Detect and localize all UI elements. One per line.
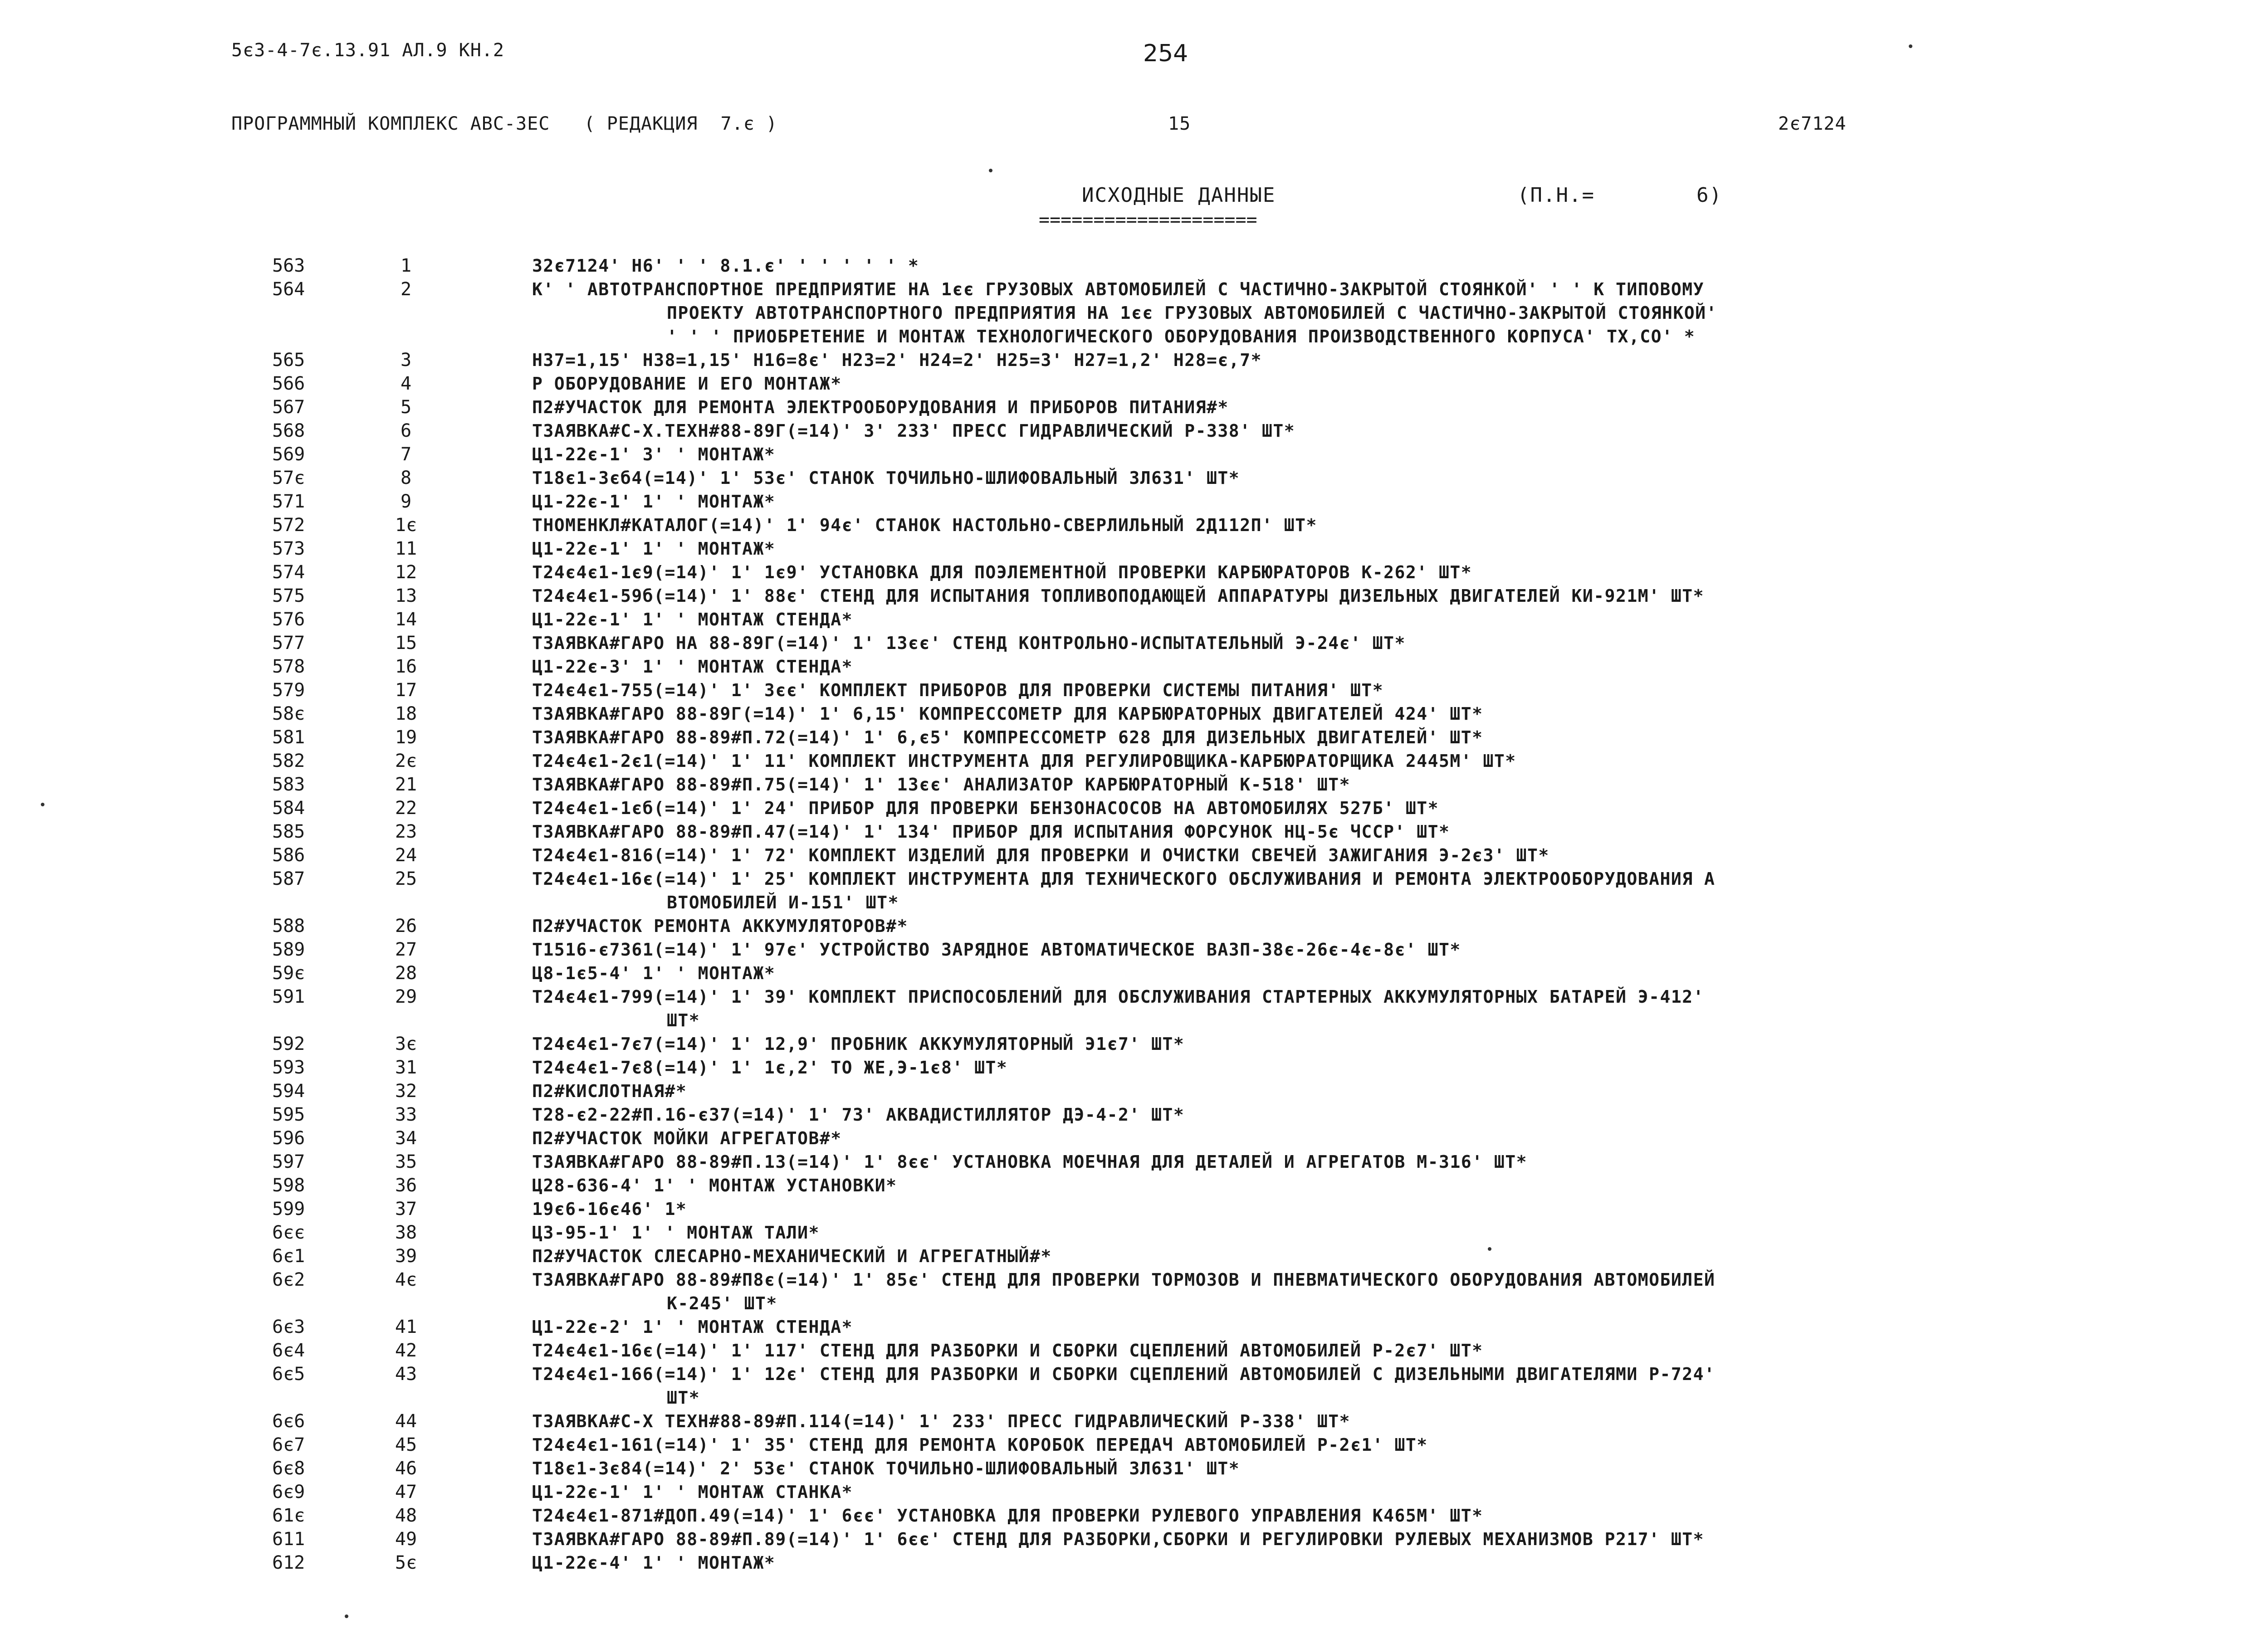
- record-number: 3є: [395, 1034, 417, 1054]
- record-number: 24: [395, 845, 417, 866]
- doc-ref: 5є3-4-7є.13.91 АЛ.9 КН.2: [231, 40, 504, 61]
- record-number: 27: [395, 939, 417, 960]
- listing-row: [0, 1480, 2268, 1504]
- line-number: 568: [272, 420, 305, 441]
- record-number: 11: [395, 538, 417, 559]
- listing-row: [0, 867, 2268, 891]
- line-number: 591: [272, 986, 305, 1007]
- record-text: Т24є4є1-7є7(=14)' 1' 12,9' ПРОБНИК АККУМУЛЯТОРНЫЙ Э1є7' ШТ*: [532, 1034, 1185, 1054]
- listing-row: [0, 513, 2268, 537]
- line-number: 598: [272, 1175, 305, 1196]
- listing-continuation-row: [0, 1386, 2268, 1410]
- listing-row: [0, 1174, 2268, 1197]
- record-number: 5: [400, 397, 412, 418]
- listing-row: [0, 1362, 2268, 1386]
- page-number: 254: [1143, 40, 1188, 67]
- line-number: 564: [272, 279, 305, 300]
- record-number: 18: [395, 703, 417, 724]
- scan-speck: [345, 1614, 348, 1618]
- record-number: 28: [395, 963, 417, 984]
- listing-row: [0, 608, 2268, 631]
- record-text: Т3АЯВКА#ГАРО 88-89#П.75(=14)' 1' 13єє' АНАЛИЗАТОР КАРБЮРАТОРНЫЙ К-518' ШТ*: [532, 775, 1350, 795]
- record-number: 2є: [395, 751, 417, 771]
- pn-label: (П.Н.=: [1517, 184, 1595, 207]
- listing-row: [0, 1127, 2268, 1150]
- record-text: 32є7124' Н6' ' ' 8.1.є' ' ' ' ' ' *: [532, 256, 919, 276]
- record-number: 34: [395, 1128, 417, 1149]
- record-text: Т18є1-3єб4(=14)' 1' 53є' СТАНОК ТОЧИЛЬНО-ШЛИФОВАЛЬНЫЙ 3Л631' ШТ*: [532, 468, 1240, 488]
- record-number: 12: [395, 562, 417, 583]
- record-text: Ц3-95-1' 1' ' МОНТАЖ ТАЛИ*: [532, 1223, 820, 1243]
- line-number: 576: [272, 609, 305, 630]
- record-number: 43: [395, 1364, 417, 1385]
- record-text: ТНОМЕНКЛ#КАТАЛОГ(=14)' 1' 94є' СТАНОК НАСТОЛЬНО-СВЕРЛИЛЬНЫЙ 2Д112П' ШТ*: [532, 515, 1317, 535]
- listing-row: [0, 1504, 2268, 1527]
- line-number: 566: [272, 373, 305, 394]
- record-text: Т24є4є1-59б(=14)' 1' 88є' СТЕНД ДЛЯ ИСПЫТАНИЯ ТОПЛИВОПОДАЮЩЕЙ АППАРАТУРЫ ДИЗЕЛЬНЫХ ДВИГАТЕЛЕЙ КИ-921М' ШТ*: [532, 586, 1705, 606]
- record-number: 13: [395, 585, 417, 606]
- line-number: 583: [272, 774, 305, 795]
- record-text: Т18є1-3є84(=14)' 2' 53є' СТАНОК ТОЧИЛЬНО-ШЛИФОВАЛЬНЫЙ 3Л631' ШТ*: [532, 1458, 1240, 1478]
- record-text: П2#УЧАСТОК РЕМОНТА АККУМУЛЯТОРОВ#*: [532, 916, 908, 936]
- record-text: Т24є4є1-871#ДОП.49(=14)' 1' 6єє' УСТАНОВКА ДЛЯ ПРОВЕРКИ РУЛЕВОГО УПРАВЛЕНИЯ К465М' ШТ*: [532, 1506, 1483, 1526]
- listing-row: [0, 1103, 2268, 1127]
- listing-continuation-row: [0, 891, 2268, 914]
- record-number: 17: [395, 680, 417, 701]
- record-number: 8: [400, 468, 412, 488]
- line-number: 6є9: [272, 1482, 305, 1502]
- listing-row: [0, 1410, 2268, 1433]
- section-title: ИСХОДНЫЕ ДАННЫЕ: [1082, 184, 1276, 207]
- listing-row: [0, 372, 2268, 395]
- listing-row: [0, 914, 2268, 938]
- record-continuation-text: ' ' ' ПРИОБРЕТЕНИЕ И МОНТАЖ ТЕХНОЛОГИЧЕСКОГО ОБОРУДОВАНИЯ ПРОИЗВОДСТВЕННОГО КОРПУСА' ТХ,СО' *: [667, 327, 1696, 346]
- line-number: 6є6: [272, 1411, 305, 1432]
- listing-row: [0, 655, 2268, 678]
- record-text: Ц1-22є-4' 1' ' МОНТАЖ*: [532, 1553, 776, 1573]
- program-label: ПРОГРАММНЫЙ КОМПЛЕКС АВС-3ЕС ( РЕДАКЦИЯ 7.є ): [231, 113, 777, 134]
- record-text: Т24є4є1-161(=14)' 1' 35' СТЕНД ДЛЯ РЕМОНТА КОРОБОК ПЕРЕДАЧ АВТОМОБИЛЕЙ Р-2є1' ШТ*: [532, 1435, 1428, 1455]
- line-number: 597: [272, 1151, 305, 1172]
- listing-row: [0, 395, 2268, 419]
- record-number: 4є: [395, 1269, 417, 1290]
- record-number: 19: [395, 727, 417, 748]
- listing-row: [0, 1433, 2268, 1457]
- record-number: 3: [400, 350, 412, 371]
- record-text: Т24є4є1-7є8(=14)' 1' 1є,2' ТО ЖЕ,Э-1є8' ШТ*: [532, 1058, 1008, 1078]
- line-number: 58є: [272, 703, 305, 724]
- record-text: Т24є4є1-2є1(=14)' 1' 11' КОМПЛЕКТ ИНСТРУМЕНТА ДЛЯ РЕГУЛИРОВЩИКА-КАРБЮРАТОРЩИКА 2445М' ШТ*: [532, 751, 1516, 771]
- section-title-rule: ====================: [1039, 210, 1257, 230]
- line-number: 595: [272, 1104, 305, 1125]
- record-number: 1: [400, 255, 412, 276]
- line-number: 572: [272, 515, 305, 536]
- listing-continuation-row: [0, 301, 2268, 325]
- listing-row: [0, 1221, 2268, 1244]
- record-text: Т24є4є1-16є(=14)' 1' 117' СТЕНД ДЛЯ РАЗБОРКИ И СБОРКИ СЦЕПЛЕНИЙ АВТОМОБИЛЕЙ Р-2є7' ШТ*: [532, 1341, 1483, 1361]
- record-number: 44: [395, 1411, 417, 1432]
- listing-row: [0, 466, 2268, 490]
- record-text: 19є6-16є46' 1*: [532, 1199, 687, 1219]
- record-number: 48: [395, 1505, 417, 1526]
- record-continuation-text: ШТ*: [667, 1010, 700, 1030]
- record-number: 35: [395, 1151, 417, 1172]
- record-text: Т24є4є1-166(=14)' 1' 12є' СТЕНД ДЛЯ РАЗБОРКИ И СБОРКИ СЦЕПЛЕНИЙ АВТОМОБИЛЕЙ С ДИЗЕЛЬНЫМИ ДВИГАТЕЛЯМИ Р-724': [532, 1364, 1716, 1384]
- line-number: 574: [272, 562, 305, 583]
- listing-row: [0, 1056, 2268, 1079]
- record-continuation-text: К-245' ШТ*: [667, 1293, 777, 1313]
- listing-row: [0, 1197, 2268, 1221]
- line-number: 584: [272, 798, 305, 819]
- record-number: 45: [395, 1434, 417, 1455]
- record-number: 2: [400, 279, 412, 300]
- line-number: 6є8: [272, 1458, 305, 1479]
- record-number: 39: [395, 1246, 417, 1267]
- listing-row: [0, 1150, 2268, 1174]
- line-number: 587: [272, 868, 305, 889]
- line-number: 599: [272, 1199, 305, 1219]
- listing-row: [0, 773, 2268, 796]
- code-number: 2є7124: [1778, 113, 1847, 134]
- listing-row: [0, 678, 2268, 702]
- scan-speck: [1488, 1247, 1491, 1251]
- listing-row: [0, 584, 2268, 608]
- listing-row: [0, 1457, 2268, 1480]
- record-text: Т24є4є1-816(=14)' 1' 72' КОМПЛЕКТ ИЗДЕЛИЙ ДЛЯ ПРОВЕРКИ И ОЧИСТКИ СВЕЧЕЙ ЗАЖИГАНИЯ Э-2є3' ШТ*: [532, 845, 1549, 865]
- listing-row: [0, 985, 2268, 1009]
- record-number: 47: [395, 1482, 417, 1502]
- listing-continuation-row: [0, 325, 2268, 348]
- line-number: 611: [272, 1529, 305, 1550]
- record-text: П2#УЧАСТОК МОЙКИ АГРЕГАТОВ#*: [532, 1128, 842, 1148]
- record-text: Т24є4є1-755(=14)' 1' 3єє' КОМПЛЕКТ ПРИБОРОВ ДЛЯ ПРОВЕРКИ СИСТЕМЫ ПИТАНИЯ' ШТ*: [532, 680, 1384, 700]
- listing-row: [0, 278, 2268, 301]
- scan-speck: [41, 803, 44, 806]
- listing-row: [0, 1527, 2268, 1551]
- record-number: 15: [395, 633, 417, 654]
- line-number: 6є2: [272, 1269, 305, 1290]
- record-text: Ц1-22є-2' 1' ' МОНТАЖ СТЕНДА*: [532, 1317, 853, 1337]
- record-text: Т3АЯВКА#ГАРО 88-89#П.89(=14)' 1' 6єє' СТЕНД ДЛЯ РАЗБОРКИ,СБОРКИ И РЕГУЛИРОВКИ РУЛЕВЫХ МЕХАНИЗМОВ Р217' ШТ*: [532, 1529, 1705, 1549]
- record-text: К' ' АВТОТРАНСПОРТНОЕ ПРЕДПРИЯТИЕ НА 1єє ГРУЗОВЫХ АВТОМОБИЛЕЙ С ЧАСТИЧНО-ЗАКРЫТОЙ СТОЯНКОЙ' ' ' К ТИПОВОМУ: [532, 279, 1705, 299]
- line-number: 563: [272, 255, 305, 276]
- line-number: 575: [272, 585, 305, 606]
- listing-row: [0, 796, 2268, 820]
- record-text: Ц1-22є-1' 3' ' МОНТАЖ*: [532, 444, 776, 464]
- record-number: 49: [395, 1529, 417, 1550]
- pn-value: 6): [1696, 184, 1722, 207]
- record-text: Ц1-22є-1' 1' ' МОНТАЖ*: [532, 539, 776, 559]
- record-text: Т3АЯВКА#ГАРО 88-89#П.47(=14)' 1' 134' ПРИБОР ДЛЯ ИСПЫТАНИЯ ФОРСУНОК НЦ-5є ЧССР' ШТ*: [532, 822, 1450, 842]
- record-text: Т24є4є1-16є(=14)' 1' 25' КОМПЛЕКТ ИНСТРУМЕНТА ДЛЯ ТЕХНИЧЕСКОГО ОБСЛУЖИВАНИЯ И РЕМОНТА ЭЛЕКТРООБОРУДОВАНИЯ А: [532, 869, 1716, 889]
- line-number: 565: [272, 350, 305, 371]
- record-text: П2#УЧАСТОК ДЛЯ РЕМОНТА ЭЛЕКТРООБОРУДОВАНИЯ И ПРИБОРОВ ПИТАНИЯ#*: [532, 397, 1229, 417]
- record-number: 33: [395, 1104, 417, 1125]
- line-number: 6є7: [272, 1434, 305, 1455]
- record-continuation-text: ВТОМОБИЛЕЙ И-151' ШТ*: [667, 893, 899, 912]
- sheet-number: 15: [1168, 113, 1191, 134]
- listing-row: [0, 443, 2268, 466]
- listing-row: [0, 1268, 2268, 1292]
- line-number: 6є4: [272, 1340, 305, 1361]
- line-number: 582: [272, 751, 305, 771]
- record-number: 36: [395, 1175, 417, 1196]
- scan-speck: [989, 169, 992, 172]
- listing-row: [0, 1079, 2268, 1103]
- line-number: 6є1: [272, 1246, 305, 1267]
- record-continuation-text: ШТ*: [667, 1388, 700, 1408]
- record-text: Ц1-22є-1' 1' ' МОНТАЖ СТАНКА*: [532, 1482, 853, 1502]
- record-text: П2#УЧАСТОК СЛЕСАРНО-МЕХАНИЧЕСКИЙ И АГРЕГАТНЫЙ#*: [532, 1246, 1052, 1266]
- line-number: 578: [272, 656, 305, 677]
- record-number: 14: [395, 609, 417, 630]
- listing-row: [0, 1032, 2268, 1056]
- listing-continuation-row: [0, 1009, 2268, 1032]
- record-text: Н37=1,15' Н38=1,15' Н16=8є' Н23=2' Н24=2' Н25=3' Н27=1,2' Н28=є,7*: [532, 350, 1262, 370]
- record-text: Т24є4є1-1є9(=14)' 1' 1є9' УСТАНОВКА ДЛЯ ПОЭЛЕМЕНТНОЙ ПРОВЕРКИ КАРБЮРАТОРОВ К-262' ШТ*: [532, 562, 1472, 582]
- line-number: 593: [272, 1057, 305, 1078]
- record-text: Ц1-22є-1' 1' ' МОНТАЖ*: [532, 492, 776, 512]
- line-number: 59є: [272, 963, 305, 984]
- listing-row: [0, 938, 2268, 961]
- listing-row: [0, 631, 2268, 655]
- record-number: 25: [395, 868, 417, 889]
- record-number: 26: [395, 916, 417, 937]
- record-text: Т24є4є1-1єб(=14)' 1' 24' ПРИБОР ДЛЯ ПРОВЕРКИ БЕНЗОНАСОСОВ НА АВТОМОБИЛЯХ 527Б' ШТ*: [532, 798, 1439, 818]
- record-text: Т3АЯВКА#ГАРО 88-89#П.72(=14)' 1' 6,є5' КОМПРЕССОМЕТР 628 ДЛЯ ДИЗЕЛЬНЫХ ДВИГАТЕЛЕЙ' ШТ*: [532, 727, 1483, 747]
- record-number: 41: [395, 1317, 417, 1337]
- line-number: 581: [272, 727, 305, 748]
- line-number: 612: [272, 1552, 305, 1573]
- line-number: 577: [272, 633, 305, 654]
- listing-row: [0, 254, 2268, 278]
- record-number: 6: [400, 420, 412, 441]
- record-number: 9: [400, 491, 412, 512]
- line-number: 594: [272, 1081, 305, 1102]
- record-text: Т3АЯВКА#С-Х.ТЕХН#88-89Г(=14)' 3' 233' ПРЕСС ГИДРАВЛИЧЕСКИЙ Р-338' ШТ*: [532, 421, 1295, 441]
- record-text: Т3АЯВКА#ГАРО 88-89#П8є(=14)' 1' 85є' СТЕНД ДЛЯ ПРОВЕРКИ ТОРМОЗОВ И ПНЕВМАТИЧЕСКОГО ОБОРУДОВАНИЯ АВТОМОБИЛЕЙ: [532, 1270, 1716, 1290]
- listing-row: [0, 820, 2268, 844]
- record-text: Т3АЯВКА#С-Х ТЕХН#88-89#П.114(=14)' 1' 233' ПРЕСС ГИДРАВЛИЧЕСКИЙ Р-338' ШТ*: [532, 1411, 1350, 1431]
- listing-row: [0, 702, 2268, 726]
- record-text: Ц8-1є5-4' 1' ' МОНТАЖ*: [532, 963, 776, 983]
- record-number: 37: [395, 1199, 417, 1219]
- line-number: 6єє: [272, 1222, 305, 1243]
- listing-row: [0, 419, 2268, 443]
- record-number: 42: [395, 1340, 417, 1361]
- line-number: 573: [272, 538, 305, 559]
- line-number: 589: [272, 939, 305, 960]
- record-number: 29: [395, 986, 417, 1007]
- listing-row: [0, 561, 2268, 584]
- line-number: 592: [272, 1034, 305, 1054]
- record-continuation-text: ПРОЕКТУ АВТОТРАНСПОРТНОГО ПРЕДПРИЯТИЯ НА 1єє ГРУЗОВЫХ АВТОМОБИЛЕЙ С ЧАСТИЧНО-ЗАКРЫТОЙ СТОЯНКОЙ': [667, 303, 1717, 323]
- line-number: 6є3: [272, 1317, 305, 1337]
- record-number: 31: [395, 1057, 417, 1078]
- listing-continuation-row: [0, 1292, 2268, 1315]
- record-text: П2#КИСЛОТНАЯ#*: [532, 1081, 687, 1101]
- line-number: 61є: [272, 1505, 305, 1526]
- record-text: Ц1-22є-1' 1' ' МОНТАЖ СТЕНДА*: [532, 610, 853, 629]
- line-number: 585: [272, 821, 305, 842]
- listing-row: [0, 537, 2268, 561]
- line-number: 579: [272, 680, 305, 701]
- record-number: 21: [395, 774, 417, 795]
- record-text: Т3АЯВКА#ГАРО 88-89Г(=14)' 1' 6,15' КОМПРЕССОМЕТР ДЛЯ КАРБЮРАТОРНЫХ ДВИГАТЕЛЕЙ 424' ШТ*: [532, 704, 1483, 724]
- record-number: 23: [395, 821, 417, 842]
- record-number: 22: [395, 798, 417, 819]
- record-text: Т3АЯВКА#ГАРО НА 88-89Г(=14)' 1' 13єє' СТЕНД КОНТРОЛЬНО-ИСПЫТАТЕЛЬНЫЙ Э-24є' ШТ*: [532, 633, 1406, 653]
- record-number: 7: [400, 444, 412, 465]
- record-text: Т3АЯВКА#ГАРО 88-89#П.13(=14)' 1' 8єє' УСТАНОВКА МОЕЧНАЯ ДЛЯ ДЕТАЛЕЙ И АГРЕГАТОВ М-316' ШТ*: [532, 1152, 1528, 1172]
- record-text: Ц1-22є-3' 1' ' МОНТАЖ СТЕНДА*: [532, 657, 853, 677]
- record-number: 38: [395, 1222, 417, 1243]
- record-text: Р ОБОРУДОВАНИЕ И ЕГО МОНТАЖ*: [532, 374, 842, 394]
- line-number: 596: [272, 1128, 305, 1149]
- listing-row: [0, 726, 2268, 749]
- record-number: 1є: [395, 515, 417, 536]
- record-text: Т28-є2-22#П.16-є37(=14)' 1' 73' АКВАДИСТИЛЛЯТОР ДЭ-4-2' ШТ*: [532, 1105, 1185, 1125]
- record-text: Ц28-636-4' 1' ' МОНТАЖ УСТАНОВКИ*: [532, 1176, 897, 1195]
- line-number: 6є5: [272, 1364, 305, 1385]
- listing-row: [0, 1339, 2268, 1362]
- line-number: 567: [272, 397, 305, 418]
- record-number: 16: [395, 656, 417, 677]
- record-number: 5є: [395, 1552, 417, 1573]
- listing-row: [0, 844, 2268, 867]
- record-text: Т1516-є7361(=14)' 1' 97є' УСТРОЙСТВО ЗАРЯДНОЕ АВТОМАТИЧЕСКОЕ ВАЗП-38є-26є-4є-8є' ШТ*: [532, 940, 1461, 960]
- scan-speck: [1909, 44, 1912, 48]
- line-number: 588: [272, 916, 305, 937]
- listing-row: [0, 490, 2268, 513]
- line-number: 569: [272, 444, 305, 465]
- record-number: 32: [395, 1081, 417, 1102]
- listing-row: [0, 1551, 2268, 1575]
- listing-row: [0, 749, 2268, 773]
- line-number: 586: [272, 845, 305, 866]
- record-number: 4: [400, 373, 412, 394]
- listing-row: [0, 1244, 2268, 1268]
- line-number: 57є: [272, 468, 305, 488]
- listing-row: [0, 1315, 2268, 1339]
- line-number: 571: [272, 491, 305, 512]
- listing-row: [0, 961, 2268, 985]
- record-text: Т24є4є1-799(=14)' 1' 39' КОМПЛЕКТ ПРИСПОСОБЛЕНИЙ ДЛЯ ОБСЛУЖИВАНИЯ СТАРТЕРНЫХ АККУМУЛЯТОРНЫХ БАТАРЕЙ Э-412': [532, 987, 1705, 1007]
- data-listing: [0, 254, 2268, 1575]
- listing-row: [0, 348, 2268, 372]
- record-number: 46: [395, 1458, 417, 1479]
